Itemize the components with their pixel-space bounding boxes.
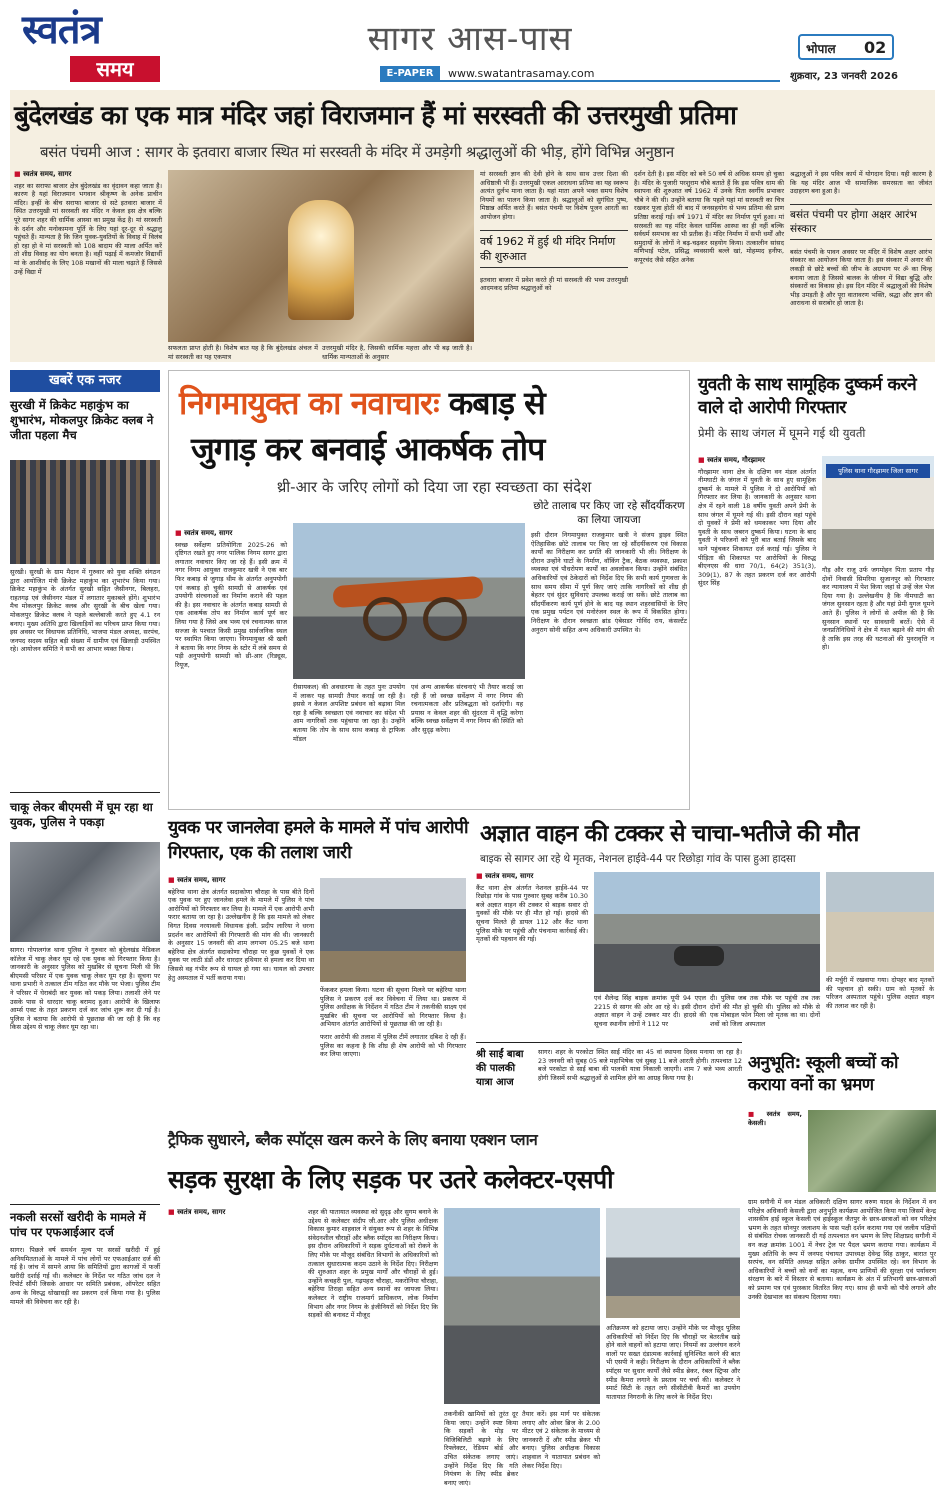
lead-byline: ■ स्वतंत्र समय, सागर: [14, 170, 162, 179]
lead-col-1: [14, 170, 162, 358]
logo-top: स्वतंत्र: [22, 6, 101, 53]
accident-photo-2: [826, 872, 934, 972]
accident-col-1: [476, 872, 588, 1032]
lead-caption-tail: सफलता प्राप्त होती है। विशेष बात यह है कि बुंदेलखंड अंचल में मां सरस्वती का यह एकमात्र: [168, 344, 318, 361]
masthead: [0, 0, 945, 88]
bottom-story: [168, 1128, 742, 1487]
accident-col-4: की मर्चुरी में रखवाया गया। दोपहर बाद मृतकों की पहचान हो सकी। ग्राम को मृतकों के परिजन अस्पताल पहुंचे। पुलिस अज्ञात वाहन की तलाश कर रही है।: [826, 976, 934, 1010]
story3-body: सागर। पिछले वर्ष समर्थन मूल्य पर सरसों खरीदी में हुई अनियमितताओं के मामले में पांच लोगों पर एफआईआर दर्ज की गई है। जांच में सामने आया कि समितियों द्वारा कागजों में फर्जी खरीदी दर्शाई गई थी। कलेक्टर के निर्देश पर गठित जांच दल ने रिपोर्ट सौंपी जिसके आधार पर समिति प्रबंधक, ऑपरेटर सहित अन्य के विरुद्ध धोखाधड़ी का प्रकरण दर्ज किया गया है। पुलिस मामले की विवेचना कर रही है।: [10, 1246, 160, 1306]
lead-col-6-heading: बसंत पंचमी पर होगा अक्षर आरंभ संस्कार: [790, 204, 932, 240]
crime-headline: युवती के साथ सामूहिक दुष्कर्म करने वाले दो आरोपी गिरफ्तार: [698, 375, 917, 418]
road-col-1: [168, 1208, 304, 1460]
crime-col-1: [698, 456, 816, 808]
anubhuti-body: ग्राम सगौनी में वन मंडल अधिकारी दक्षिण सागर वरुण यादव के निर्देशन में वन परिक्षेत्र अधिकारी केसली द्वारा अनुभूति कार्यक्रम आयोजित किया गया जिसमें केन्द्र शासकीय हाई स्कूल केसली एवं हाईस्कूल जैतपुर के छात्र-छात्राओं को वन परिक्षेत्र भ्रमण के तहत सोनपुर जलाशय के पास पक्षी दर्शन कराया गया एवं जलीय पक्षियों से संबंधित रोचक जानकारी दी गई तत्पश्चात वन भ्रमण के लिए शिक्षाप्रद सगौनी में वन कक्ष क्रमांक 1001 में नेचर ट्रेल पर पैदल भ्रमण कराया गया। कार्यक्रम में मुख्य अतिथि के रूप में जनपद पंचायत उपाध्यक्ष देवेन्द्र सिंह ठाकुर, बारात पुर सरपंच, वन समिति अध्यक्ष सहित अनेक ग्रामीण उपस्थित रहे। वन विभाग के अधिकारियों ने बच्चों को वनों का महत्व, वन्य प्राणियों की सुरक्षा एवं पर्यावरण संरक्षण के बारे में विस्तार से बताया। कार्यक्रम के अंत में प्रतिभागी छात्र-छात्राओं को प्रमाण पत्र एवं पुरस्कार वितरित किए गए। साथ ही सभी को पौधे लगाने और उनकी देखभाल का संकल्प दिलाया गया।: [748, 1198, 936, 1301]
epaper-label: E-PAPER: [380, 66, 440, 81]
lead-col-4-tail: इतवारा बाजार में प्रवेश करते ही मां सरस्वती की भव्य उत्तरमुखी आदमकद प्रतिमा श्रद्धालुओं को: [480, 275, 628, 293]
tope-byline: ■ स्वतंत्र समय, सागर: [175, 529, 287, 538]
sidebar-left: [10, 370, 160, 1462]
crime-byline: ■ स्वतंत्र समय, गौरझामर: [698, 456, 816, 465]
assault-col-1: [168, 876, 314, 1126]
road-safety-kicker: ट्रैफिक सुधारने, ब्लैक स्पॉट्स खत्म करने के लिए बनाया एक्शन प्लान: [168, 1131, 538, 1149]
lead-col-4-text: मां सरस्वती ज्ञान की देवी होने के साथ साथ उत्तर दिशा की अधिष्ठात्री भी हैं। उत्तरमुखी एकल आराधना प्रतिमा का यह स्वरूप अत्यंत दुर्लभ माना जाता है। यहां माता अपने भक्त समय विशेष नियमों का पालन किया जाता है। श्रद्धालुओं को सुगंधित पुष्प, मिष्ठान्न अर्पित करते हैं। बसंत पंचमी पर विशेष पूजन आरती का आयोजन होगा।: [480, 170, 628, 221]
sidebar-divider-1: [10, 792, 160, 793]
anubhuti-byline: ■ स्वतंत्र समय, केसली।: [748, 1110, 802, 1127]
lead-col-6-tail: बसंत पंचमी के पावन अवसर पर मंदिर में विशेष अक्षर आरंभ संस्कार का आयोजन किया जाता है। इस संस्कार में अनार की लकड़ी से छोटे बच्चों की जीभ के अग्रभाग पर ॐ का चिन्ह बनाया जाता है जिससे बालक के जीवन में विद्या बुद्धि और संस्कारों का विकास हो। इस दिन मंदिर में श्रद्धालुओं की विशेष भीड़ उमड़ती है और पूरा वातावरण भक्ति, श्रद्धा और ज्ञान की आराधना से सराबोर हो जाता है।: [790, 247, 932, 308]
page-badge: [798, 34, 894, 60]
logo: [22, 8, 164, 86]
right-top-story: [698, 370, 936, 810]
story1-body: सुरखी। सुरखी के ग्राम मैदान में गुरुवार को युवा शक्ति संगठन द्वारा आयोजित मंत्री क्रिकेट महाकुंभ का शुभारंभ किया गया। क्रिकेट महाकुंभ के अंतर्गत सुरखी सहित जैसीनगर, बिलहरा, राहतगढ़ एवं जैसीनगर मंडल में लगातार मुकाबले होंगे। शुभारंभ मैच मोकलपुर क्रिकेट क्लब और सुरखी के बीच खेला गया। मोकलपुर क्रिकेट क्लब ने पहले बल्लेबाजी करते हुए 4.1 रन बनाए। मुख्य अतिथि द्वारा खिलाड़ियों का परिचय प्राप्त किया गया। इस अवसर पर विधायक प्रतिनिधि, भाजपा मंडल अध्यक्ष, सरपंच, जनपद सदस्य सहित बड़ी संख्या में ग्रामीण एवं खिलाड़ी उपस्थित रहे। आयोजन समिति ने सभी का आभार व्यक्त किया।: [10, 568, 160, 654]
wrecked-bike: [674, 946, 724, 966]
tope-col-1-text: स्वच्छ सर्वेक्षण प्रतियोगिता 2025-26 को दृष्टिगत रखते हुए नगर पालिक निगम सागर द्वारा लगातार नवाचार किए जा रहे हैं। इसी क्रम में नगर निगम आयुक्त राजकुमार खत्री ने एक बार फिर कबाड़ से जुगाड़ थीम के अंतर्गत अनुपयोगी एवं कबाड़ हो चुकी सामग्री से आकर्षक एवं उपयोगी संरचनाओं का निर्माण कराने की पहल की है। इस नवाचार के अंतर्गत कबाड़ सामग्री से एक आकर्षक तोप का निर्माण कार्य पूर्ण कर लिया गया है जिसे अब भव्य एवं रचनात्मक साज सज्जा के पश्चात किसी प्रमुख सार्वजनिक स्थल पर स्थापित किया जाएगा। निगमायुक्त श्री खत्री ने बताया कि नगर निगम के स्टोर में लंबे समय से पड़ी अनुपयोगी सामग्री को थ्री-आर (रिड्यूस, रियूज,: [175, 540, 287, 669]
assault-col-2-text: फेंककर हमला किया। घटना की सूचना मिलने पर बहेरिया थाना पुलिस ने प्रकरण दर्ज कर विवेचना में लिया था। प्रकरण में पुलिस अधीक्षक के निर्देशन में गठित टीम ने तकनीकी साक्ष्य एवं मुखबिर की सूचना पर आरोपियों को गिरफ्तार किया है। अभियान अंतर्गत आरोपियों से पूछताछ की जा रही है।: [320, 986, 466, 1029]
assault-col-1-text: बहेरिया थाना क्षेत्र अंतर्गत सदाकोणा चौराहा के पास बीते दिनों एक युवक पर हुए जानलेवा हमले के मामले में पुलिस ने पांच आरोपियों को गिरफ्तार कर लिया है। मामले में एक आरोपी अभी फरार बताया जा रहा है। उल्लेखनीय है कि इस मामले को लेकर विगत दिवस नरयावली विधायक इंजी. प्रदीप लारिया ने धरना प्रदर्शन कर आरोपियों की गिरफ्तारी की मांग की थी। जानकारी के अनुसार 15 जनवरी की शाम लगभग 05.25 बजे थाना बहेरिया क्षेत्र अंतर्गत सदाकोणा चौराहा पर कुछ युवकों ने एक युवक पर लाठी डंडों और धारदार हथियार से हमला कर दिया था जिससे वह गंभीर रूप से घायल हो गया था। घायल को उपचार हेतु अस्पताल में भर्ती कराया गया।: [168, 887, 314, 982]
cannon-photo: [293, 523, 525, 679]
lead-headline: बुंदेलखंड का एक मात्र मंदिर जहां विराजमान हैं मां सरस्वती की उत्तरमुखी प्रतिमा: [14, 101, 737, 131]
tope-col-2: रीसायकल) की अवधारणा के तहत पुनः उपयोग में लाकर यह सामग्री तैयार कराई जा रही है। इससे न केवल अपशिष्ट प्रबंधन को बढ़ावा मिल रहा है बल्कि स्वच्छता एवं नवाचार का संदेश भी आम नागरिकों तक पहुंचाया जा रहा है। उन्होंने बताया कि तोप के साथ साथ कबाड़ से ट्राफिक मॉडल: [293, 683, 405, 743]
tope-subhead: थ्री-आर के जरिए लोगों को दिया जा रहा स्वच्छता का संदेश: [276, 478, 592, 496]
tope-col-1: [175, 529, 287, 809]
inspection-photo: [606, 1208, 740, 1318]
assault-col-2-tail: फरार आरोपी की तलाश में पुलिस टीमें लगातार दबिश दे रही हैं। पुलिस का कहना है कि शीघ्र ही शेष आरोपी को भी गिरफ्तार कर लिया जाएगा।: [320, 1032, 466, 1059]
anubhuti-story: [748, 1046, 936, 1462]
lead-story: [10, 90, 935, 362]
anubhuti-headline: अनुभूति: स्कूली बच्चों को कराया वनों का भ्रमण: [748, 1053, 898, 1095]
accident-col-3: दी। पुलिस जब तक मौके पर पहुंची तब तक दोनों की मौत हो चुकी थी। पुलिस को मौके से एक मोबाइल फोन मिला जो मृतक का था। दोनों शवों को जिला अस्पताल: [710, 994, 820, 1028]
sidebar-divider-2: [10, 1204, 160, 1205]
accused-photo: [320, 878, 466, 982]
mid-left-story: [168, 816, 468, 1128]
city-label: भोपाल: [806, 42, 836, 56]
police-photo: [10, 842, 160, 942]
lead-col-5: [634, 170, 784, 358]
crime-col-2: गौड़ और राजू उर्फ जगमोहन पिता प्रताप गौड़ दोनों निवासी सिमरिया सुजानपुर को गिरफ्तार कर न्यायालय में पेश किया जहां से उन्हें जेल भेज दिया गया है। उल्लेखनीय है कि नीमघाटी का जंगल सुनसान रहता है और यहां प्रेमी युगल घूमने आते हैं। पुलिस ने लोगों से अपील की है कि सुनसान स्थानों पर सावधानी बरतें। ऐसे में जनप्रतिनिधियों ने क्षेत्र में गश्त बढ़ाने की मांग की है ताकि इस तरह की घटनाओं की पुनरावृत्ति न हो।: [822, 566, 934, 652]
story1-headline: सुरखी में क्रिकेट महाकुंभ का शुभारंभ, मोकलपुर क्रिकेट क्लब ने जीता पहला मैच: [10, 398, 154, 442]
sai-box-label: श्री साईं बाबा की पालकी यात्रा आज: [476, 1049, 524, 1088]
road-col-3: तैयार करें। इस मार्ग पर संकेतक लगाए और ओवर ब्रिज के 2.00 मीटर एवं 2 संकेतक के माध्यम से जानकारी दें और स्पीड ब्रेकर भी बनाए। पुलिस अधीक्षक विकास शाहवाल ने यातायात प्रबंधन को लेकर निर्देश दिए।: [522, 1410, 600, 1470]
road-safety-headline: सड़क सुरक्षा के लिए सड़क पर उतरे कलेक्टर-एसपी: [168, 1165, 614, 1194]
cannon-wheel: [363, 597, 407, 641]
accident-subhead: बाइक से सागर आ रहे थे मृतक, नेशनल हाईवे-44 पर रिछोड़ा गांव के पास हुआ हादसा: [480, 853, 796, 865]
tope-headline-red: निगमायुक्त का नवाचारः: [179, 384, 439, 422]
lead-pullquote: वर्ष 1962 में हुई थी मंदिर निर्माण की शुरुआत: [480, 230, 628, 268]
accident-byline: ■ स्वतंत्र समय, सागर: [476, 872, 588, 881]
temple-photo: [168, 170, 474, 342]
crime-col-1-text: गौरझामर थाना क्षेत्र के दक्षिण वन मंडल अंतर्गत नीमघाटी के जंगल में युवती के साथ हुए सामूहिक दुष्कर्म के मामले में पुलिस ने दो आरोपियों को गिरफ्तार कर लिया है। जानकारी के अनुसार थाना क्षेत्र में रहने वाली 18 वर्षीय युवती अपने प्रेमी के साथ जंगल में घूमने गई थी। इसी दौरान वहां पहुंचे दो युवकों ने प्रेमी को धमकाकर भगा दिया और युवती के साथ जबरन दुष्कर्म किया। घटना के बाद युवती ने परिजनों को पूरी बात बताई जिसके बाद थाने पहुंचकर शिकायत दर्ज कराई गई। पुलिस ने पीड़िता की शिकायत पर आरोपियों के विरुद्ध बीएनएस की धारा 70/1, 64(2) 351(3), 309(1), 87 के तहत प्रकरण दर्ज कर आरोपी सुंदर सिंह: [698, 467, 816, 588]
tope-col-3: एवं अन्य आकर्षक संरचनाएं भी तैयार कराई जा रही हैं जो स्वच्छ सर्वेक्षण में नगर निगम की रचनात्मकता और प्रतिबद्धता को दर्शाएंगी। यह प्रयास न केवल शहर की सुंदरता में वृद्धि करेगा बल्कि स्वच्छ सर्वेक्षण में नगर निगम की स्थिति को और सुदृढ़ करेगा।: [411, 683, 524, 734]
tope-headline-line1: [179, 381, 689, 424]
police-station-photo: [822, 456, 934, 560]
story3-headline: नकली सरसों खरीदी के मामले में पांच पर एफआईआर दर्ज: [10, 1210, 146, 1239]
road-col-1b: शहर की यातायात व्यवस्था को सुदृढ़ और सुगम बनाने के उद्देश्य से कलेक्टर संदीप जी.आर और पुलिस अधीक्षक विकास कुमार शाहवाल ने संयुक्त रूप से शहर के विभिन्न संवेदनशील चौराहों और ब्लैक स्पॉट्स का निरीक्षण किया। इस दौरान अधिकारियों ने सड़क दुर्घटनाओं को रोकने के लिए मौके पर मौजूद संबंधित विभागों के अधिकारियों को तत्काल सुधारात्मक कदम उठाने के निर्देश दिए। निरीक्षण की शुरुआत शहर के प्रमुख मार्गों और चौराहों से हुई। उन्होंने कचहरी पुल, गढ़पहरा चौराहा, मकरोनिया चौराहा, बहेरिया तिराहा सहित अन्य स्थानों का जायजा लिया। कलेक्टर ने राष्ट्रीय राजमार्ग प्राधिकरण, लोक निर्माण विभाग और नगर निगम के इंजीनियरों को निर्देश दिए कि सड़कों की बनावट में मौजूद: [308, 1208, 438, 1320]
collector-sp-photo: [444, 1208, 600, 1404]
epaper-bar: [380, 66, 780, 82]
assault-headline: युवक पर जानलेवा हमले के मामले में पांच आरोपी गिरफ्तार, एक की तलाश जारी: [168, 818, 469, 863]
road-col-2: तकनीकी खामियों को तुरंत दूर किया जाए। उन्होंने स्पष्ट किया कि सड़कों के मोड़ पर विजिबिलिटी बढ़ाने के लिए रिफ्लेक्टर, रेडियम बोर्ड और उचित संकेतक लगाए जाएं। उन्होंने निर्देश दिए कि गति नियंत्रण के लिए स्पीड ब्रेकर बनाए जाएं।: [444, 1410, 518, 1487]
accident-photo: [594, 872, 820, 992]
lead-col-1-text: शहर का सराफा बाजार क्षेत्र बुंदेलखंड का वृंदावन कहा जाता है। कारण है यहां विराजमान भगवान श्रीकृष्ण के अनेक प्राचीन मंदिर। इन्हीं के बीच सराफा बाजार से सटे इतवारा बाजार में स्थित उत्तरमुखी मां सरस्वती का मंदिर न केवल इस क्षेत्र बल्कि पूरे सागर शहर की धार्मिक आस्था का प्रमुख केंद्र है। मां सरस्वती के दर्शन और मनोकामना पूर्ति के लिए यहां दूर-दूर से श्रद्धालु पहुंचते हैं। मान्यता है कि जिन युवक-युवतियों के विवाह में विलंब हो रहा हो वे मां सरस्वती को 108 बादाम की माला अर्पित करें तो शीघ्र विवाह का योग बनता है। वहीं पढ़ाई में कमजोर विद्यार्थी मां के आशीर्वाद के लिए 108 मखानों की माला चढ़ाते हैं जिससे उन्हें विद्या में: [14, 181, 162, 276]
lead-subhead: बसंत पंचमी आज : सागर के इतवारा बाजार स्थित मां सरस्वती के मंदिर में उमड़ेगी श्रद्धालुओं की भीड़, होंगे विभिन्न अनुष्ठान: [40, 143, 674, 161]
lead-col-3: उत्तरमुखी मंदिर है, जिसकी धार्मिक महत्ता और भी बढ़ जाती है। धार्मिक मान्यताओं के अनुसार: [322, 344, 472, 361]
cricket-photo: [10, 460, 160, 564]
page-number: 02: [864, 38, 887, 57]
deity-figure: [288, 200, 354, 320]
station-sign: पुलिस थाना गौरझामर जिला सागर: [826, 464, 930, 478]
story2-body: सागर। गोपालगंज थाना पुलिस ने गुरुवार को बुंदेलखंड मेडिकल कॉलेज में चाकू लेकर घूम रहे एक युवक को गिरफ्तार किया है। जानकारी के अनुसार पुलिस को मुखबिर से सूचना मिली थी कि बीएमसी परिसर में एक युवक चाकू लेकर घूम रहा है। सूचना पर थाना प्रभारी ने तत्काल टीम गठित कर मौके पर भेजा। पुलिस टीम ने परिसर में घेराबंदी कर युवक को पकड़ लिया। तलाशी लेने पर उसके पास से धारदार चाकू बरामद हुआ। आरोपी के खिलाफ आर्म्स एक्ट के तहत प्रकरण दर्ज कर जांच शुरू कर दी गई है। पुलिस ने बताया कि आरोपी से पूछताछ की जा रही है कि वह किस उद्देश्य से चाकू लेकर घूम रहा था।: [10, 946, 160, 1032]
lead-col-4: [480, 170, 628, 358]
sidebar-label: खबरें एक नजर: [10, 370, 160, 392]
website-link[interactable]: www.swatantrasamay.com: [448, 67, 595, 80]
forest-visit-photo: [808, 1110, 936, 1192]
lead-col-6: [790, 170, 932, 358]
accident-col-1-text: कैंट थाना क्षेत्र अंतर्गत नेशनल हाईवे-44 पर रिछोड़ा गांव के पास गुरुवार सुबह करीब 10.30 बजे अज्ञात वाहन की टक्कर से बाइक सवार दो युवकों की मौके पर ही मौत हो गई। हादसे की सूचना मिलते ही डायल 112 और कैंट थाना पुलिस मौके पर पहुंची और पंचनामा कार्रवाई की। मृतकों की पहचान की गई।: [476, 883, 588, 944]
sai-box-body: सागर। शहर के परकोटा स्थित साईं मंदिर का 45 वां स्थापना दिवस मनाया जा रहा है। 23 जनवरी को सुबह 05 बजे महाभिषेक एवं सुबह 11 बजे आरती होगी। तत्पश्चात 12 बजे परकोटा से साईं बाबा की पालकी यात्रा निकाली जाएगी। शाम 7 बजे भव्य आरती होगी जिसमें सभी श्रद्धालुओं से शामिल होने का आग्रह किया गया है।: [538, 1048, 742, 1082]
story2-headline: चाकू लेकर बीएमसी में घूम रहा था युवक, पुलिस ने पकड़ा: [10, 800, 153, 829]
assault-byline: ■ स्वतंत्र समय, सागर: [168, 876, 314, 885]
road-col-4: अतिक्रमण को हटाया जाए। उन्होंने मौके पर मौजूद पुलिस अधिकारियों को निर्देश दिए कि चौराहों पर बेतरतीब खड़े होने वाले वाहनों को हटाया जाए। नियमों का उल्लंघन करने वालों पर सख्त दंडात्मक कार्रवाई सुनिश्चित करने की बात भी एसपी ने कही। निरीक्षण के दौरान अधिकारियों ने ब्लैक स्पॉट्स पर सुधार कार्यों जैसे स्पीड ब्रेकर, रंबल स्ट्रिप्स और स्पीड कैमरा लगाने के प्रस्ताव पर चर्चा की। कलेक्टर ने स्मार्ट सिटी के तहत लगे सीसीटीवी कैमरों का उपयोग यातायात निगरानी के लिए करने के निर्देश दिए।: [606, 1324, 740, 1401]
issue-date: शुक्रवार, 23 जनवरी 2026: [790, 71, 898, 82]
tope-headline-red2: कबाड़ से: [448, 384, 545, 422]
tope-side-heading: छोटे तालाब पर किए जा रहे सौंदर्यीकरण का लिया जायजा: [533, 500, 685, 526]
lead-col-5-text: दर्शन देती है। इस मंदिर को बने 50 वर्ष से अधिक समय हो चुका है। मंदिर के पुजारी परशुराम चौबे बताते हैं कि इस पवित्र धाम की स्थापना की शुरुआत वर्ष 1962 में उनके पिता स्वर्गीय प्रभाकर चौबे ने की थी। उन्होंने बताया कि पहले यहां मां सरस्वती का चित्र रखकर पूजा होती थी बाद में जनसहयोग से भव्य प्रतिमा की प्राण प्रतिष्ठा कराई गई। वर्ष 1971 में मंदिर का निर्माण पूर्ण हुआ। मां सरस्वती का यह मंदिर केवल धार्मिक आस्था का ही नहीं बल्कि सर्वधर्म समभाव का भी प्रतीक है। मंदिर निर्माण में सभी धर्मों और समुदायों के लोगों ने बढ़-चढ़कर सहयोग किया। तत्कालीन सांसद मणिभाई पटेल, प्रसिद्ध व्यवसायी बल्ले खां, मोहम्मद हनीफ, कपूरचंद जैसे सहित अनेक: [634, 170, 784, 264]
accident-headline: अज्ञात वाहन की टक्कर से चाचा-भतीजे की मौत: [480, 820, 859, 847]
lead-col-6-text: श्रद्धालुओं ने इस पवित्र कार्य में योगदान दिया। यही कारण है कि यह मंदिर आज भी सामाजिक समरसता का जीवंत उदाहरण बना हुआ है।: [790, 170, 932, 196]
cannon-wheel-2: [423, 597, 467, 641]
logo-bottom-bar: [70, 56, 160, 82]
section-title: सागर आस-पास: [367, 19, 573, 59]
accident-divider: [476, 1042, 742, 1043]
crime-subhead: प्रेमी के साथ जंगल में घूमने गई थी युवती: [698, 426, 866, 440]
logo-bottom: समय: [96, 57, 134, 81]
accident-col-2: एवं शैलेन्द्र सिंह बाइक क्रमांक यूपी 94 एएल 2215 से सागर की ओर आ रहे थे। इसी दौरान अज्ञात वाहन ने उन्हें टक्कर मार दी। हादसे की सूचना स्थानीय लोगों ने 112 पर: [594, 994, 706, 1028]
center-top-story: [168, 370, 690, 810]
tope-headline-line2: जुगाड़ कर बनवाई आकर्षक तोप: [191, 430, 545, 468]
assault-col-2: [320, 986, 466, 1126]
tope-col-4: इसी दौरान निगमायुक्त राजकुमार खत्री ने संजय ड्राइव स्थित ऐतिहासिक छोटे तालाब पर किए जा रहे सौंदर्यीकरण एवं विकास कार्यों का निरीक्षण कर प्रगति की जानकारी भी ली। निरीक्षण के दौरान उन्होंने घाटों के निर्माण, वॉकिंग ट्रैक, बैठक व्यवस्था, प्रकाश व्यवस्था एवं पौधरोपण कार्यों का अवलोकन किया। उन्होंने संबंधित अधिकारियों एवं ठेकेदारों को निर्देश दिए कि सभी कार्य गुणवत्ता के साथ समय सीमा में पूर्ण किए जाएं ताकि नागरिकों को शीघ्र ही बेहतर एवं सुंदर सुविधाएं उपलब्ध कराई जा सकें। छोटे तालाब का सौंदर्यीकरण कार्य पूर्ण होने के बाद यह स्थान शहरवासियों के लिए एक प्रमुख पर्यटन एवं मनोरंजन स्थल के रूप में विकसित होगा। निरीक्षण के दौरान स्वच्छता ब्रांड एंबेसडर गोविंद राय, कंसल्टेंट अनुराग सोनी सहित अन्य अधिकारी उपस्थित थे।: [531, 531, 687, 634]
road-byline: ■ स्वतंत्र समय, सागर: [168, 1208, 304, 1217]
